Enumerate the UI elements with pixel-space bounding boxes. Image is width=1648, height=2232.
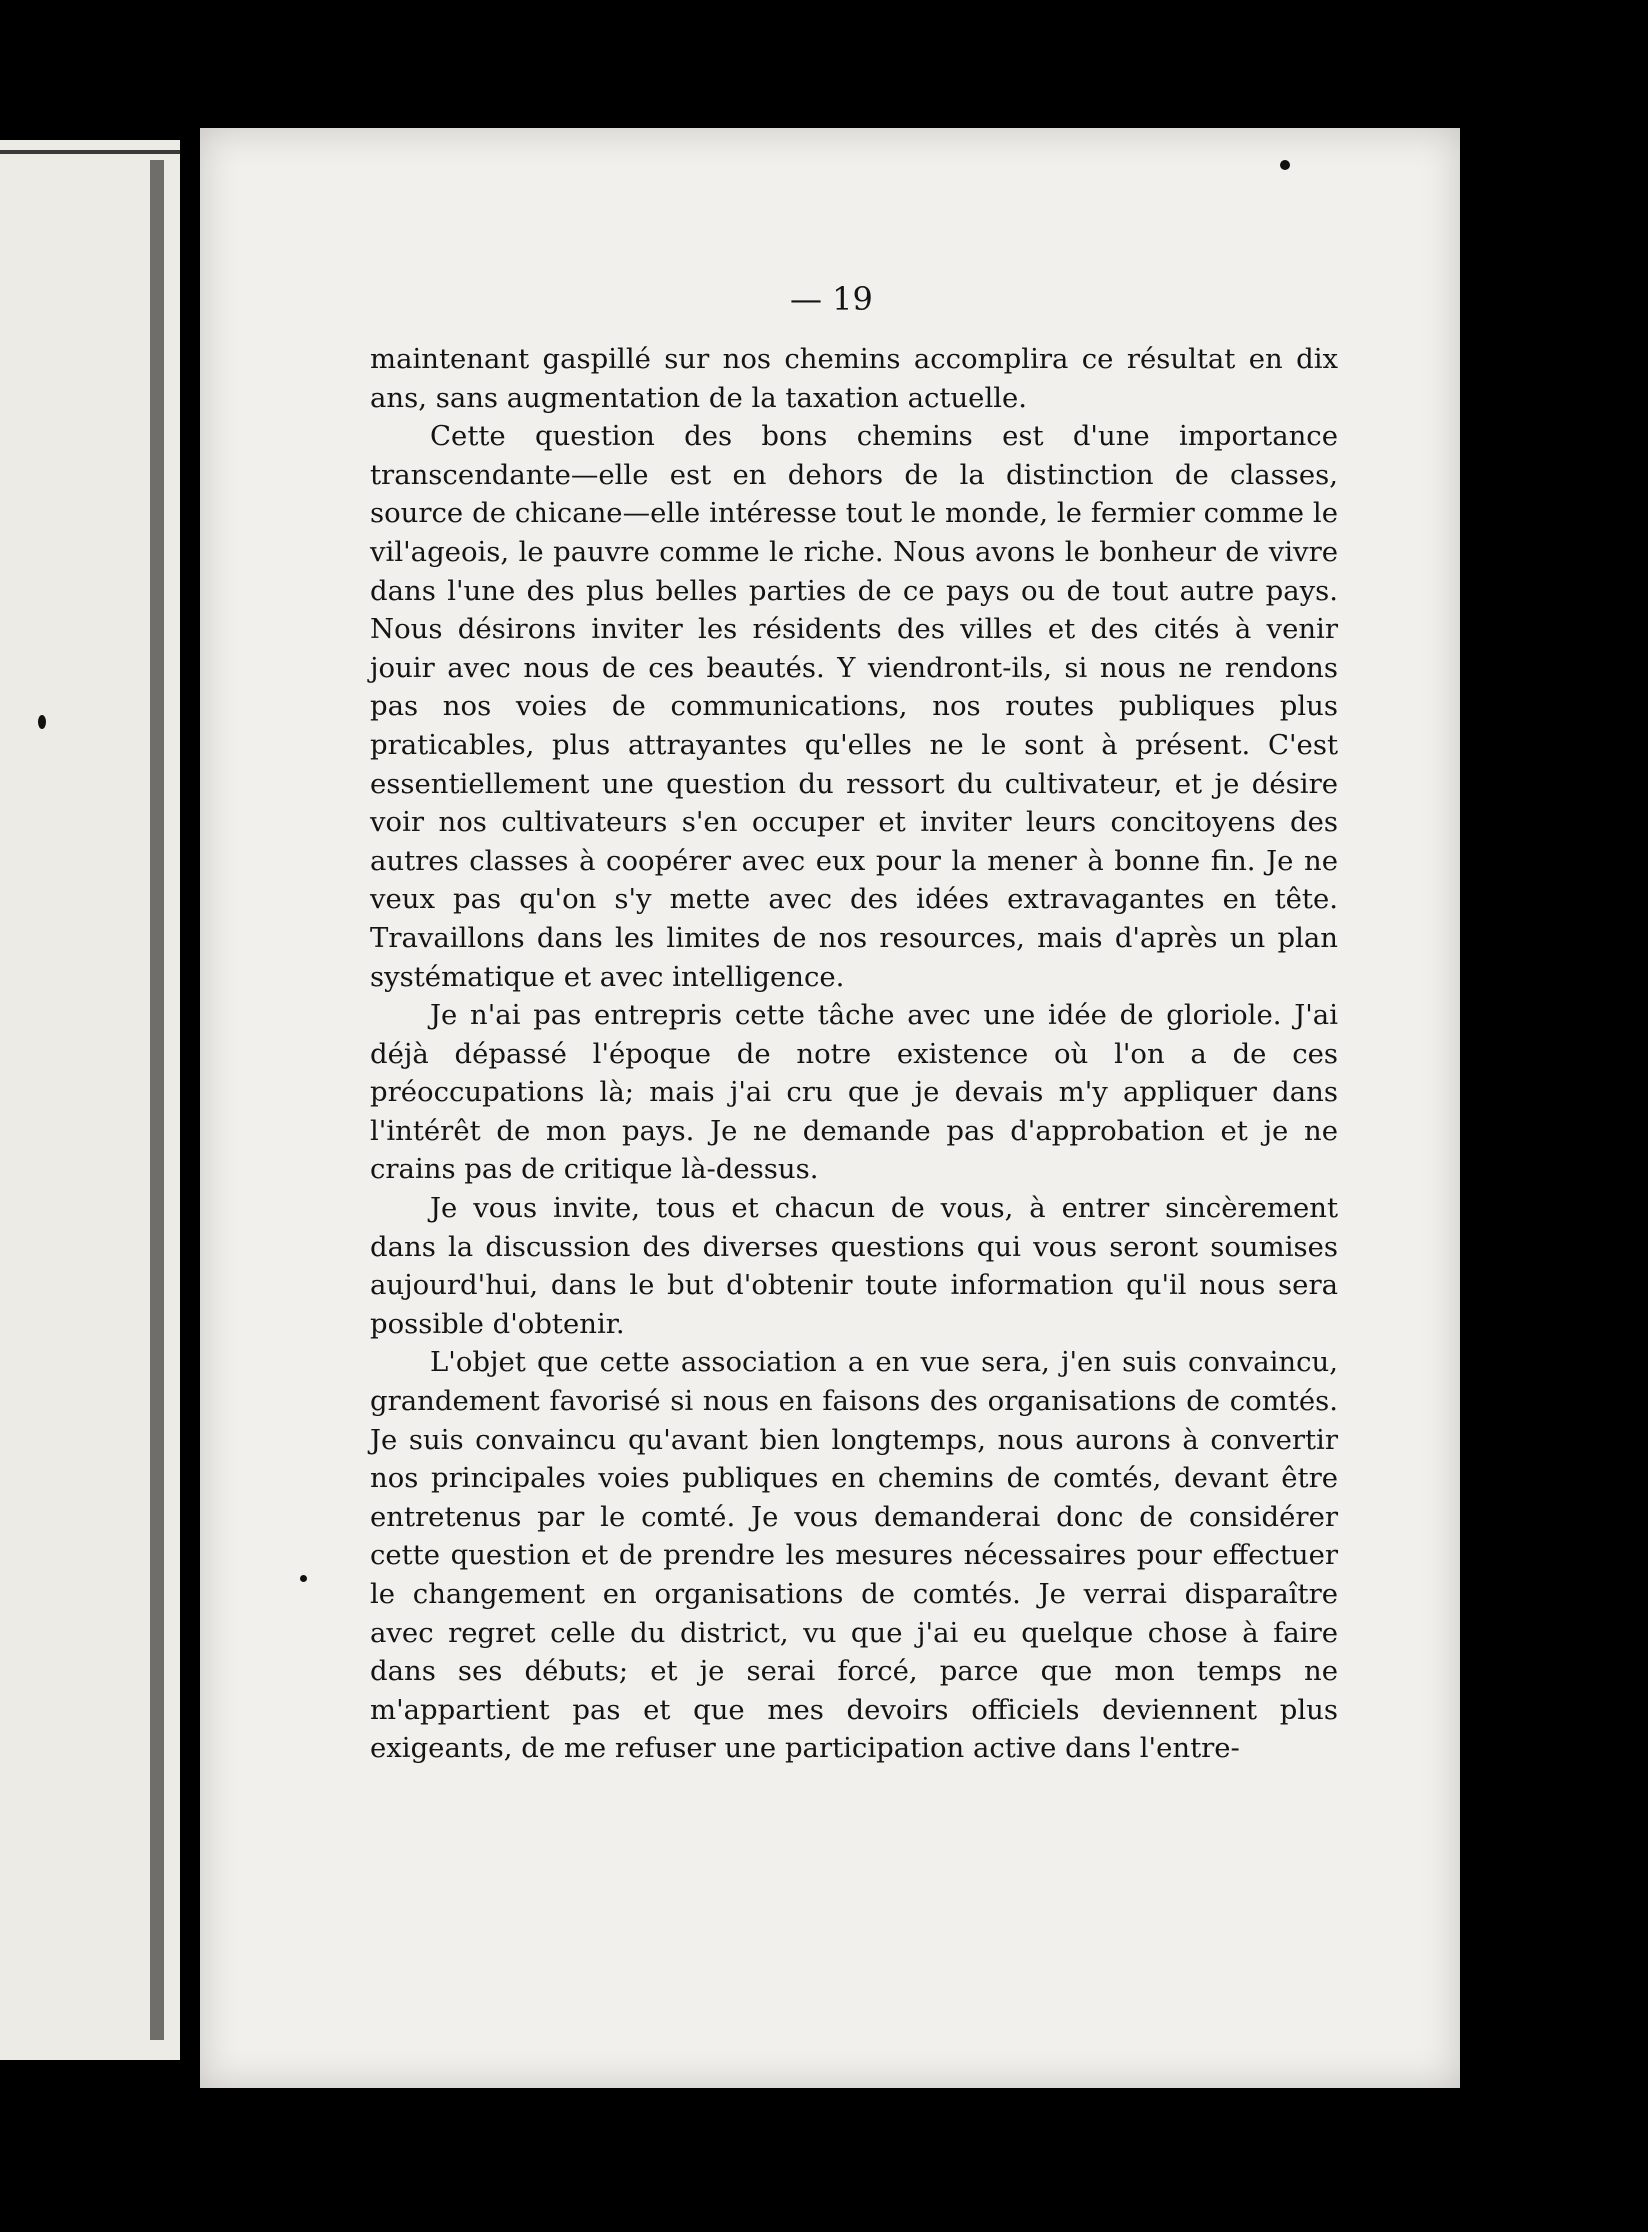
ink-speck — [300, 1575, 307, 1582]
book-gutter — [150, 160, 164, 2040]
paragraph-3: Je n'ai pas entrepris cette tâche avec une idée de gloriole. J'ai déjà dépassé l'époque de notre existence où l'on a de ces préoccupations là; mais j'ai cru que je devais m'y appliquer dans l'intérêt de mon pays. Je ne demande pas d'approbation et je ne crains pas de critique là-dessus. — [370, 999, 1338, 1186]
paragraph-1: maintenant gaspillé sur nos chemins accomplira ce résultat en dix ans, sans augmentation de la taxation actuelle. — [370, 343, 1338, 414]
left-page-rule — [0, 150, 180, 154]
ink-speck — [1280, 160, 1290, 170]
body-text — [370, 340, 1338, 1768]
page-number: — 19 — [790, 280, 873, 318]
ink-speck — [38, 715, 46, 729]
paragraph-4: Je vous invite, tous et chacun de vous, à entrer sincèrement dans la discussion des diverses questions qui vous seront soumises aujourd'hui, dans le but d'obtenir toute information qu'il nous sera possible d'obtenir. — [370, 1192, 1338, 1340]
paragraph-2: Cette question des bons chemins est d'une importance transcendante—elle est en dehors de la distinction de classes, source de chicane—elle intéresse tout le monde, le fermier comme le vil'ageois, le pauvre comme le riche. Nous avons le bonheur de vivre dans l'une des plus belles parties de ce pays ou de tout autre pays. Nous désirons inviter les résidents des villes et des cités à venir jouir avec nous de ces beautés. Y viendront-ils, si nous ne rendons pas nos voies de communications, nos routes publiques plus praticables, plus attrayantes qu'elles ne le sont à présent. C'est essentiellement une question du ressort du cultivateur, et je désire voir nos cultivateurs s'en occuper et inviter leurs concitoyens des autres classes à coopérer avec eux pour la mener à bonne fin. Je ne veux pas qu'on s'y mette avec des idées extravagantes en tête. Travaillons dans les limites de nos resources, mais d'après un plan systématique et avec intelligence. — [370, 420, 1338, 993]
paragraph-5: L'objet que cette association a en vue sera, j'en suis convaincu, grandement favorisé si nous en faisons des organisations de comtés. Je suis convaincu qu'avant bien longtemps, nous aurons à convertir nos principales voies publiques en chemins de comtés, devant être entretenus par le comté. Je vous demanderai donc de considérer cette question et de prendre les mesures nécessaires pour effectuer le changement en organisations de comtés. Je verrai disparaître avec regret celle du district, vu que j'ai eu quelque chose à faire dans ses débuts; et je serai forcé, parce que mon temps ne m'appartient pas et que mes devoirs officiels deviennent plus exigeants, de me refuser une participation active dans l'entre- — [370, 1346, 1338, 1765]
